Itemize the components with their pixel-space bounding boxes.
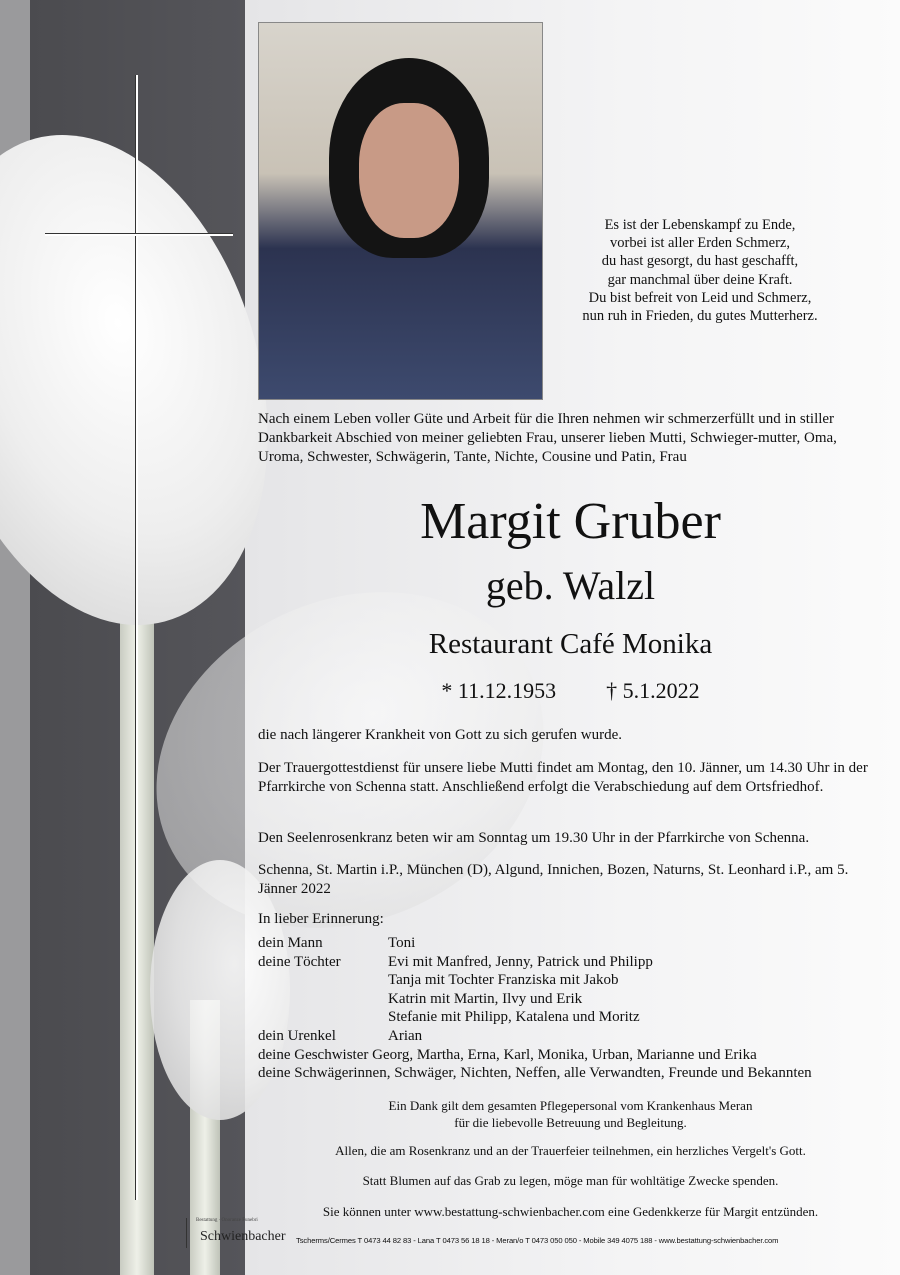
contact-info: Tscherms/Cermes T 0473 44 82 83 - Lana T 0473 56 18 18 - Meran/o T 0473 050 050 - Mobile 349 4075 188 - www.bestattung-schwienbacher.com bbox=[296, 1236, 779, 1245]
cross-icon bbox=[135, 75, 138, 1200]
footer bbox=[178, 1218, 878, 1248]
birth-date: * 11.12.1953 bbox=[441, 678, 557, 703]
maiden-name: geb. Walzl bbox=[485, 563, 656, 608]
service-text: Der Trauergottestdienst für unsere liebe Mutti findet am Montag, den 10. Jänner, um 14.30 Uhr in der Pfarrkirche von Schenna statt. Anschließend erfolgt die Verabschiedung auf dem Ortsfriedhof. bbox=[258, 760, 868, 795]
business-name: Restaurant Café Monika bbox=[428, 628, 713, 660]
deceased-name: Margit Gruber bbox=[420, 493, 721, 550]
poem: Es ist der Lebenskampf zu Ende, vorbei ist aller Erden Schmerz, du hast gesorgt, du hast geschafft, gar manchmal über deine Kraft. Du bist befreit von Leid und Schmerz, nun ruh in Frieden, du gutes Mutterherz. bbox=[582, 217, 818, 325]
body-text: die nach längerer Krankheit von Gott zu sich gerufen wurde. bbox=[258, 727, 623, 743]
thanks-text: Ein Dank gilt dem gesamten Pflegepersonal vom Krankenhaus Meran für die liebevolle Betreuung und Begleitung. bbox=[388, 1098, 753, 1130]
rosary-text: Den Seelenrosenkranz beten wir am Sonntag um 19.30 Uhr in der Pfarrkirche von Schenna. bbox=[258, 830, 810, 846]
portrait-photo bbox=[258, 22, 543, 400]
death-date: † 5.1.2022 bbox=[606, 678, 700, 703]
intro-text: Nach einem Leben voller Güte und Arbeit für die Ihren nehmen wir schmerzerfüllt und in stiller Dankbarkeit Abschied von meiner geliebten Frau, unserer lieben Mutti, Schwieger-mutter, Oma, Uroma, Schwester, Schwägerin, Tante, Nichte, Cousine und Patin, Frau bbox=[258, 411, 837, 465]
candle-note: Sie können unter www.bestattung-schwienbacher.com eine Gedenkkerze für Margit entzünden. bbox=[322, 1204, 819, 1219]
cross-icon bbox=[45, 233, 233, 236]
place-date: Schenna, St. Martin i.P., München (D), Algund, Innichen, Bozen, Naturns, St. Leonhard i.P., am 5. Jänner 2022 bbox=[258, 862, 849, 897]
dates bbox=[258, 678, 883, 704]
funeral-home-logo: Bestattung · Onoranze Funebri Schwienbacher bbox=[178, 1218, 293, 1248]
family-list: dein Mann Toni deine Töchter Evi mit Manfred, Jenny, Patrick und Philipp Tanja mit Tochter Franziska mit Jakob Katrin mit Martin, Ilvy und Erik Stefanie mit Philipp, Katalena und Moritz dein Urenkel Arian deine Geschwister Georg, Martha, Erna, Karl, Monika, Urban, Marianne und Erika deine Schwägerinnen, Schwäger, Nichten, Neffen, alle Verwandten, Freunde und Bekannten bbox=[258, 935, 812, 1082]
thanks-text: Allen, die am Rosenkranz und an der Trauerfeier teilnehmen, ein herzliches Vergelt's Gott. bbox=[335, 1143, 806, 1158]
memory-heading: In lieber Erinnerung: bbox=[258, 911, 384, 927]
flowers-note: Statt Blumen auf das Grab zu legen, möge man für wohltätige Zwecke spenden. bbox=[362, 1173, 779, 1188]
